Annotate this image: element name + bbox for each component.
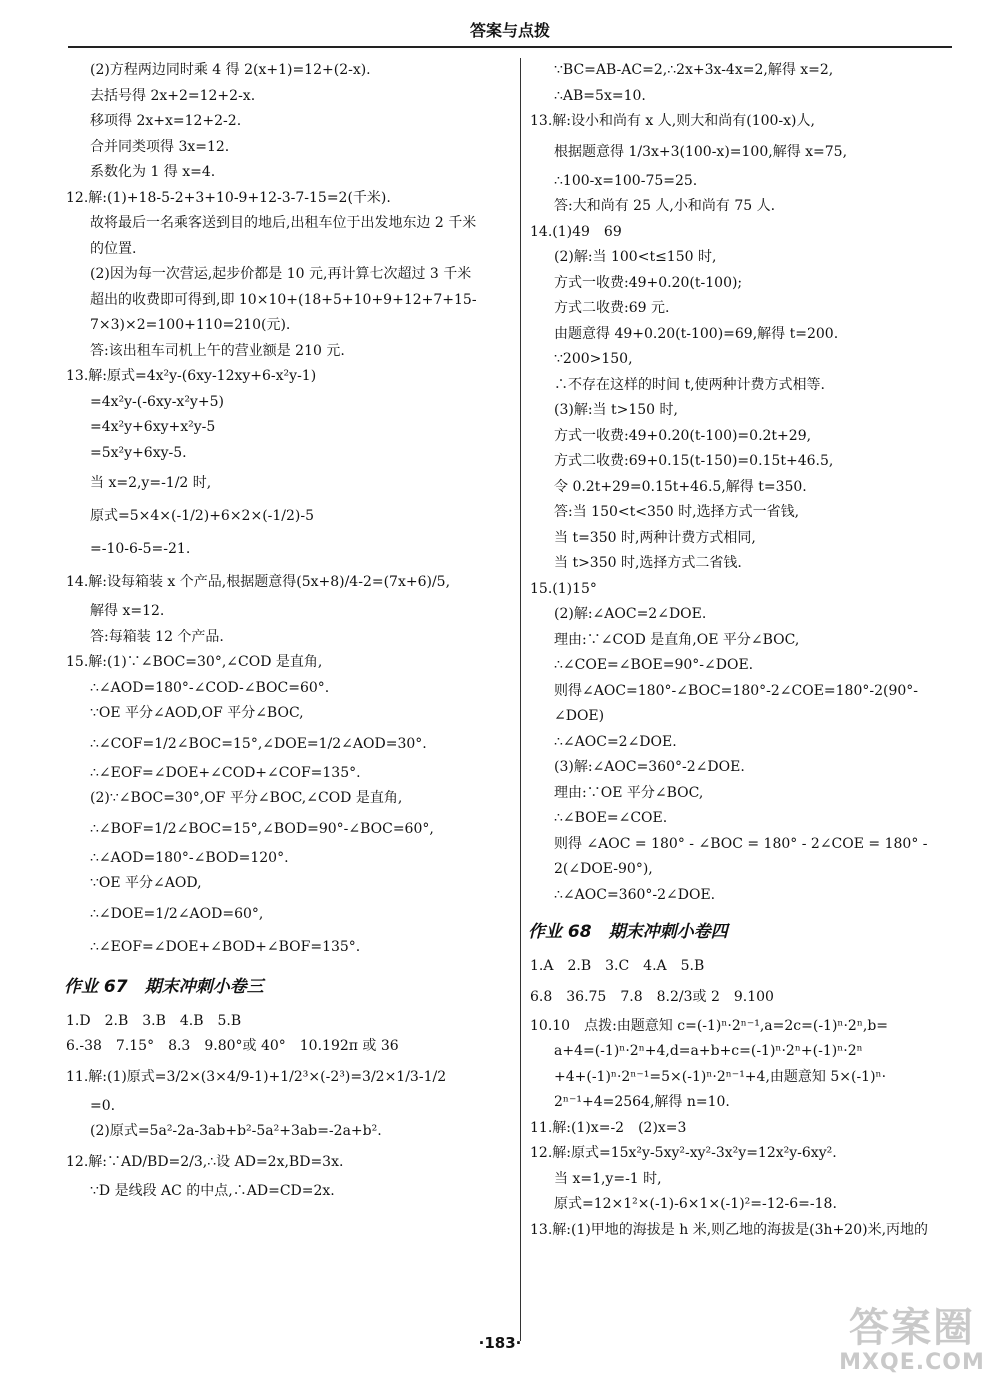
watermark-url: MXQE.COM (839, 1350, 985, 1375)
answer-line: 理由:∵∠COD 是直角,OE 平分∠BOC, (554, 631, 800, 648)
answer-line: 10.10 点拨:由题意知 c=(-1)ⁿ·2ⁿ⁻¹,a=2c=(-1)ⁿ·2ⁿ,b= (530, 1017, 889, 1034)
answer-line: 原式=12×1²×(-1)-6×1×(-1)²=-12-6=-18. (554, 1196, 837, 1212)
answer-line: (2)∵∠BOC=30°,OF 平分∠BOC,∠COD 是直角, (90, 790, 403, 806)
answer-line: 答:每箱装 12 个产品. (90, 628, 224, 645)
answer-line: a+4=(-1)ⁿ·2ⁿ+4,d=a+b+c=(-1)ⁿ·2ⁿ+(-1)ⁿ·2ⁿ (554, 1043, 863, 1059)
answer-line: 13.解:设小和尚有 x 人,则大和尚有(100-x)人, (530, 113, 815, 129)
answer-line: ∴AB=5x=10. (554, 87, 646, 104)
answer-line: 则得 ∠AOC = 180° - ∠BOC = 180° - 2∠COE = 180° - (554, 835, 928, 852)
answer-line: (2)原式=5a²-2a-3ab+b²-5a²+3ab=-2a+b². (90, 1123, 382, 1139)
answer-line: 12.解:∵AD/BD=2/3,∴设 AD=2x,BD=3x. (66, 1153, 344, 1170)
answer-line: 答:大和尚有 25 人,小和尚有 75 人. (554, 198, 776, 214)
answer-line: 方式二收费:69+0.15(t-150)=0.15t+46.5, (554, 453, 834, 469)
answer-line: 11.解:(1)原式=3/2×(3×4/9-1)+1/2³×(-2³)=3/2×1/3-1/2 (66, 1068, 447, 1085)
answer-line: ∴∠DOE=1/2∠AOD=60°, (90, 905, 264, 922)
watermark-text: 答案圈 (849, 1305, 975, 1351)
answer-line: =5x²y+6xy-5. (90, 444, 187, 461)
answer-line: (2)因为每一次营运,起步价都是 10 元,再计算七次超过 3 千米 (90, 266, 472, 282)
answer-line: ∠DOE) (554, 708, 605, 724)
answer-line: 当 x=2,y=-1/2 时, (90, 475, 212, 491)
answer-line: 14.解:设每箱装 x 个产品,根据题意得(5x+8)/4-2=(7x+6)/5, (66, 574, 451, 590)
answer-line: 方式一收费:49+0.20(t-100)=0.2t+29, (554, 427, 812, 444)
answer-line: 的位置. (90, 240, 137, 257)
answer-line: ∴∠AOD=180°-∠BOD=120°. (90, 849, 289, 866)
answer-line: 理由:∵OE 平分∠BOC, (554, 784, 704, 801)
answer-line: 合并同类项得 3x=12. (90, 138, 230, 155)
answer-line: ∴∠AOC=360°-2∠DOE. (554, 886, 716, 903)
answer-line: ∴∠COF=1/2∠BOC=15°,∠DOE=1/2∠AOD=30°. (90, 735, 427, 752)
answer-line: ∴∠COE=∠BOE=90°-∠DOE. (554, 657, 754, 673)
answer-line: =4x²y+6xy+x²y-5 (90, 419, 216, 435)
section-heading: 作业 68 期末冲刺小卷四 (528, 922, 728, 942)
answer-line: 原式=5×4×(-1/2)+6×2×(-1/2)-5 (90, 508, 315, 524)
answer-line: 解得 x=12. (90, 603, 165, 619)
answer-line: 令 0.2t+29=0.15t+46.5,解得 t=350. (554, 478, 807, 495)
answer-line: 1.A 2.B 3.C 4.A 5.B (530, 958, 705, 974)
answer-line: ∴∠BOF=1/2∠BOC=15°,∠BOD=90°-∠BOC=60°, (90, 820, 434, 837)
answer-line: ∴100-x=100-75=25. (554, 172, 698, 189)
answer-line: 15.解:(1)∵∠BOC=30°,∠COD 是直角, (66, 654, 323, 670)
answer-line: 去括号得 2x+2=12+2-x. (90, 87, 256, 104)
answer-line: ∵200>150, (554, 351, 633, 367)
answer-line: 移项得 2x+x=12+2-2. (90, 113, 242, 129)
answer-line: 12.解:(1)+18-5-2+3+10-9+12-3-7-15=2(千米). (66, 189, 391, 206)
answer-line: 故将最后一名乘客送到目的地后,出租车位于出发地东边 2 千米 (90, 215, 477, 231)
answer-line: 1.D 2.B 3.B 4.B 5.B (66, 1012, 242, 1029)
answer-line: 当 t>350 时,选择方式二省钱. (554, 555, 742, 571)
answer-line: ∵D 是线段 AC 的中点,∴AD=CD=2x. (90, 1182, 335, 1199)
header-title: 答案与点拨 (469, 21, 550, 40)
answer-line: 13.解:原式=4x²y-(6xy-12xy+6-x²y-1) (66, 368, 317, 384)
answer-line: ∴∠EOF=∠DOE+∠COD+∠COF=135°. (90, 764, 361, 781)
answer-line: ∵OE 平分∠AOD,OF 平分∠BOC, (90, 705, 304, 721)
answer-line: ∴不存在这样的时间 t,使两种计费方式相等. (554, 376, 825, 393)
answer-line: ∵OE 平分∠AOD, (90, 875, 202, 891)
watermark-logo (832, 1305, 992, 1385)
page-number: ·183· (478, 1334, 522, 1352)
answer-line: 11.解:(1)x=-2 (2)x=3 (530, 1119, 687, 1136)
column-divider (520, 58, 521, 1341)
answer-line: 超出的收费即可得到,即 10×10+(18+5+10+9+12+7+15- (90, 291, 477, 308)
answer-line: 方式二收费:69 元. (554, 300, 670, 316)
answer-line: 根据题意得 1/3x+3(100-x)=100,解得 x=75, (554, 143, 848, 160)
answer-line: 答:该出租车司机上午的营业额是 210 元. (90, 342, 345, 359)
answer-line: 12.解:原式=15x²y-5xy²-xy²-3x²y=12x²y-6xy². (530, 1145, 837, 1161)
answer-line: (2)方程两边同时乘 4 得 2(x+1)=12+(2-x). (90, 62, 371, 78)
answer-line: 系数化为 1 得 x=4. (90, 164, 216, 180)
answer-line: ∴∠AOC=2∠DOE. (554, 733, 677, 750)
answer-line: 2(∠DOE-90°), (554, 861, 653, 877)
answer-line: 方式一收费:49+0.20(t-100); (554, 274, 743, 291)
answer-line: 6.-38 7.15° 8.3 9.80°或 40° 10.192π 或 36 (66, 1038, 399, 1054)
answer-line: =-10-6-5=-21. (90, 541, 191, 557)
page-header (68, 18, 952, 48)
answer-line: =0. (90, 1097, 116, 1114)
answer-line: 答:当 150<t<350 时,选择方式一省钱, (554, 504, 800, 520)
answer-line: ∴∠EOF=∠DOE+∠BOD+∠BOF=135°. (90, 938, 361, 955)
answer-line: 由题意得 49+0.20(t-100)=69,解得 t=200. (554, 325, 839, 342)
answer-line: (2)解:当 100<t≤150 时, (554, 249, 717, 265)
answer-line: ∵BC=AB-AC=2,∴2x+3x-4x=2,解得 x=2, (554, 62, 834, 78)
answer-line: 14.(1)49 69 (530, 223, 622, 240)
answer-line: ∴∠AOD=180°-∠COD-∠BOC=60°. (90, 679, 330, 696)
left-column (66, 58, 510, 1204)
answer-line: 当 x=1,y=-1 时, (554, 1170, 662, 1187)
answer-line: 则得∠AOC=180°-∠BOC=180°-2∠COE=180°-2(90°- (554, 682, 919, 699)
answer-line: (3)解:当 t>150 时, (554, 402, 678, 418)
answer-line: 13.解:(1)甲地的海拔是 h 米,则乙地的海拔是(3h+20)米,丙地的 (530, 1221, 929, 1238)
answer-line: (3)解:∠AOC=360°-2∠DOE. (554, 759, 745, 775)
answer-line: =4x²y-(-6xy-x²y+5) (90, 393, 224, 410)
answer-line: 15.(1)15° (530, 580, 597, 597)
right-column (530, 58, 985, 1243)
answer-line: ∴∠BOE=∠COE. (554, 810, 668, 826)
answer-line: +4+(-1)ⁿ·2ⁿ⁻¹=5×(-1)ⁿ·2ⁿ⁻¹+4,由题意知 5×(-1)ⁿ· (554, 1068, 887, 1085)
answer-line: 7×3)×2=100+110=210(元). (90, 317, 291, 333)
answer-line: (2)解:∠AOC=2∠DOE. (554, 606, 707, 622)
section-heading: 作业 67 期末冲刺小卷三 (64, 976, 264, 997)
answer-line: 6.8 36.75 7.8 8.2/3或 2 9.100 (530, 988, 774, 1005)
answer-line: 当 t=350 时,两种计费方式相同, (554, 529, 756, 546)
answer-line: 2ⁿ⁻¹+4=2564,解得 n=10. (554, 1094, 730, 1110)
